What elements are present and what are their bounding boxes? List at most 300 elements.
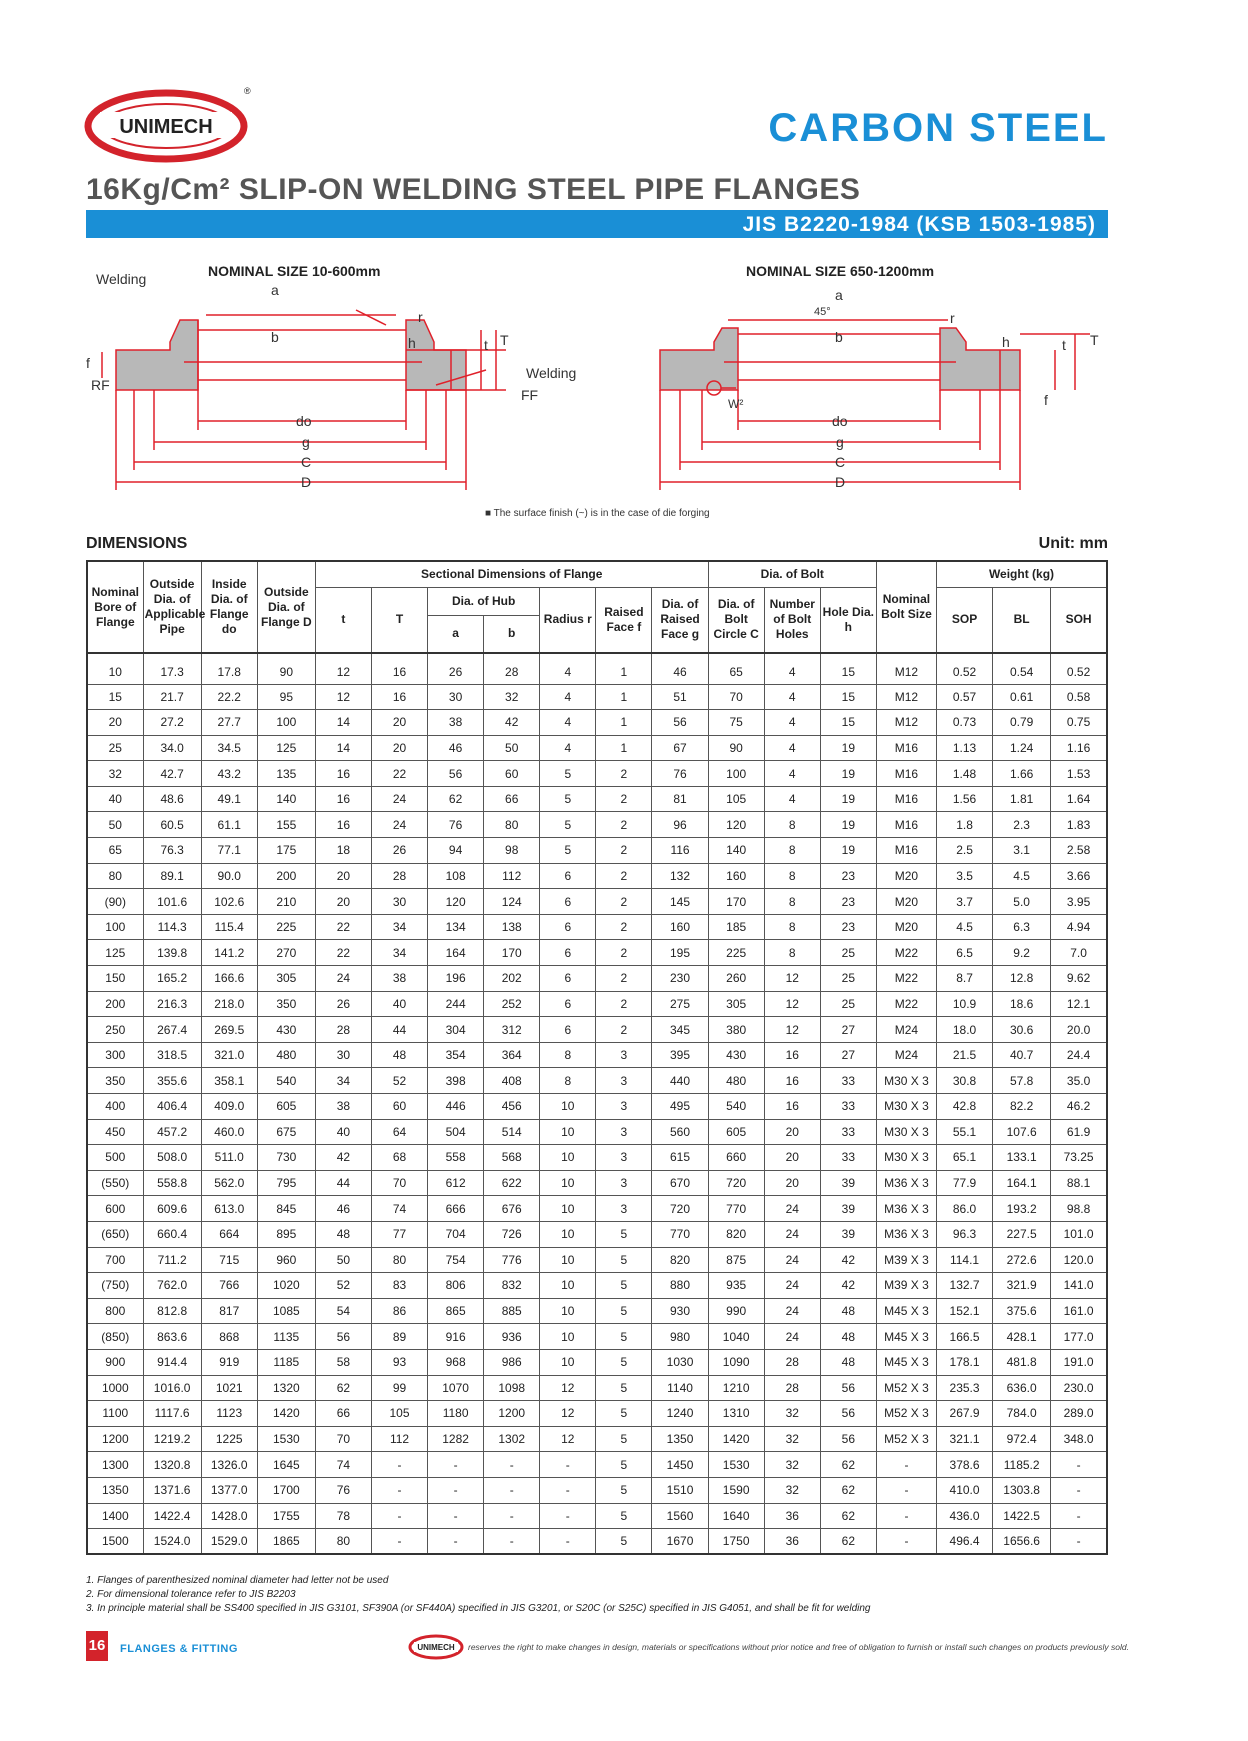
- table-cell: 62: [315, 1375, 371, 1401]
- table-cell: 1: [596, 710, 652, 736]
- table-cell: 812.8: [143, 1298, 201, 1324]
- table-cell: 18: [315, 838, 371, 864]
- table-cell: 58: [315, 1349, 371, 1375]
- table-cell: 132.7: [937, 1273, 993, 1299]
- table-cell: 185: [708, 914, 764, 940]
- table-cell: 48: [820, 1298, 876, 1324]
- table-cell: 22: [315, 914, 371, 940]
- table-cell: 42: [820, 1273, 876, 1299]
- table-cell: 50: [315, 1247, 371, 1273]
- table-cell: 1529.0: [201, 1529, 257, 1555]
- table-cell: 210: [257, 889, 315, 915]
- table-cell: 6.3: [993, 914, 1051, 940]
- table-cell: 711.2: [143, 1247, 201, 1273]
- table-cell: 73.25: [1051, 1145, 1107, 1171]
- table-cell: 1560: [652, 1503, 708, 1529]
- table-cell: 24: [764, 1196, 820, 1222]
- table-cell: 62: [820, 1503, 876, 1529]
- table-cell: 10: [540, 1324, 596, 1350]
- table-cell: 408: [484, 1068, 540, 1094]
- table-cell: 50: [484, 735, 540, 761]
- table-cell: M16: [876, 812, 936, 838]
- table-cell: 345: [652, 1017, 708, 1043]
- table-cell: 1: [596, 653, 652, 684]
- table-cell: 1016.0: [143, 1375, 201, 1401]
- table-cell: 1450: [652, 1452, 708, 1478]
- unit-label: Unit: mm: [1038, 535, 1108, 552]
- table-cell: 24.4: [1051, 1042, 1107, 1068]
- table-cell: 21.5: [937, 1042, 993, 1068]
- table-cell: 28: [764, 1349, 820, 1375]
- table-cell: 1750: [708, 1529, 764, 1555]
- table-cell: 3: [596, 1119, 652, 1145]
- w-label: W²: [728, 397, 744, 411]
- table-cell: 62: [820, 1477, 876, 1503]
- table-cell: 1310: [708, 1401, 764, 1427]
- table-cell: 436.0: [937, 1503, 993, 1529]
- table-cell: 40: [315, 1119, 371, 1145]
- table-cell: 3.95: [1051, 889, 1107, 915]
- table-cell: 560: [652, 1119, 708, 1145]
- table-cell: 36: [764, 1503, 820, 1529]
- table-cell: 1030: [652, 1349, 708, 1375]
- table-cell: 16: [764, 1068, 820, 1094]
- table-cell: 5: [596, 1426, 652, 1452]
- table-cell: 139.8: [143, 940, 201, 966]
- table-cell: 39: [820, 1221, 876, 1247]
- table-cell: 38: [371, 966, 427, 992]
- table-cell: 2.3: [993, 812, 1051, 838]
- table-cell: 160: [652, 914, 708, 940]
- table-cell: 865: [428, 1298, 484, 1324]
- table-cell: 4: [764, 735, 820, 761]
- table-cell: 4: [764, 786, 820, 812]
- table-cell: 446: [428, 1094, 484, 1120]
- table-cell: 726: [484, 1221, 540, 1247]
- table-cell: 304: [428, 1017, 484, 1043]
- table-cell: 1428.0: [201, 1503, 257, 1529]
- table-cell: 1.48: [937, 761, 993, 787]
- table-cell: 5: [540, 761, 596, 787]
- table-cell: 225: [257, 914, 315, 940]
- table-row: [87, 1068, 1107, 1094]
- table-cell: M45 X 3: [876, 1349, 936, 1375]
- table-cell: 700: [87, 1247, 143, 1273]
- table-cell: 986: [484, 1349, 540, 1375]
- table-cell: M16: [876, 786, 936, 812]
- table-cell: -: [484, 1452, 540, 1478]
- table-cell: 20.0: [1051, 1017, 1107, 1043]
- table-cell: 1590: [708, 1477, 764, 1503]
- table-cell: 244: [428, 991, 484, 1017]
- table-cell: 321.1: [937, 1426, 993, 1452]
- table-cell: 1670: [652, 1529, 708, 1555]
- table-cell: 17.8: [201, 653, 257, 684]
- table-cell: 70: [371, 1170, 427, 1196]
- table-cell: -: [1051, 1529, 1107, 1555]
- footer-logo: [408, 1633, 464, 1661]
- table-cell: (850): [87, 1324, 143, 1350]
- table-row: [87, 966, 1107, 992]
- table-cell: 1185: [257, 1349, 315, 1375]
- table-cell: 1656.6: [993, 1529, 1051, 1555]
- table-cell: 1225: [201, 1426, 257, 1452]
- table-cell: 40: [87, 786, 143, 812]
- table-cell: 20: [764, 1145, 820, 1171]
- table-row: [87, 1170, 1107, 1196]
- table-cell: 4: [540, 710, 596, 736]
- table-cell: 664: [201, 1221, 257, 1247]
- table-cell: 200: [257, 863, 315, 889]
- table-cell: M12: [876, 684, 936, 710]
- table-cell: 89: [371, 1324, 427, 1350]
- table-cell: 5: [540, 786, 596, 812]
- table-cell: 1180: [428, 1401, 484, 1427]
- table-cell: 1098: [484, 1375, 540, 1401]
- table-cell: 152.1: [937, 1298, 993, 1324]
- table-cell: 321.0: [201, 1042, 257, 1068]
- table-cell: 80: [484, 812, 540, 838]
- table-cell: 7.0: [1051, 940, 1107, 966]
- table-cell: 960: [257, 1247, 315, 1273]
- table-cell: 10: [540, 1298, 596, 1324]
- table-cell: 1185.2: [993, 1452, 1051, 1478]
- table-cell: 76: [315, 1477, 371, 1503]
- category-title: CARBON STEEL: [768, 106, 1108, 150]
- table-cell: 175: [257, 838, 315, 864]
- right-diagram-heading: NOMINAL SIZE 650-1200mm: [746, 263, 935, 279]
- table-cell: 33: [820, 1119, 876, 1145]
- table-cell: 80: [371, 1247, 427, 1273]
- table-cell: 806: [428, 1273, 484, 1299]
- table-cell: 609.6: [143, 1196, 201, 1222]
- table-cell: 68: [371, 1145, 427, 1171]
- table-cell: 86: [371, 1298, 427, 1324]
- table-cell: 3: [596, 1170, 652, 1196]
- table-cell: 6: [540, 966, 596, 992]
- table-cell: 269.5: [201, 1017, 257, 1043]
- table-cell: 200: [87, 991, 143, 1017]
- table-cell: 2: [596, 761, 652, 787]
- table-cell: M12: [876, 653, 936, 684]
- table-cell: M30 X 3: [876, 1094, 936, 1120]
- dimensions-heading: DIMENSIONS: [86, 535, 188, 552]
- table-cell: 1350: [652, 1426, 708, 1452]
- table-cell: 98: [484, 838, 540, 864]
- table-cell: 70: [315, 1426, 371, 1452]
- table-cell: 120.0: [1051, 1247, 1107, 1273]
- table-cell: M24: [876, 1042, 936, 1068]
- table-cell: 112: [484, 863, 540, 889]
- dim-b-label: b: [271, 329, 279, 345]
- table-cell: 20: [371, 710, 427, 736]
- table-cell: 101.0: [1051, 1221, 1107, 1247]
- table-cell: 112: [371, 1426, 427, 1452]
- table-cell: -: [1051, 1503, 1107, 1529]
- table-cell: 145: [652, 889, 708, 915]
- table-cell: 78: [315, 1503, 371, 1529]
- table-cell: 2.5: [937, 838, 993, 864]
- table-cell: 20: [315, 889, 371, 915]
- table-cell: 1.53: [1051, 761, 1107, 787]
- table-cell: 8: [540, 1042, 596, 1068]
- table-cell: 39: [820, 1170, 876, 1196]
- table-row: [87, 1247, 1107, 1273]
- table-cell: 5: [596, 1529, 652, 1555]
- table-cell: 21.7: [143, 684, 201, 710]
- table-cell: 398: [428, 1068, 484, 1094]
- table-cell: 270: [257, 940, 315, 966]
- table-cell: 6: [540, 940, 596, 966]
- table-cell: 456: [484, 1094, 540, 1120]
- table-cell: 720: [652, 1196, 708, 1222]
- table-cell: 166.6: [201, 966, 257, 992]
- table-cell: 12: [764, 1017, 820, 1043]
- table-cell: 1.56: [937, 786, 993, 812]
- dim-T-label-right: T: [1090, 332, 1099, 348]
- table-cell: 275: [652, 991, 708, 1017]
- table-cell: 36: [764, 1529, 820, 1555]
- table-cell: 3.7: [937, 889, 993, 915]
- table-cell: 150: [87, 966, 143, 992]
- table-cell: 2: [596, 863, 652, 889]
- table-cell: 86.0: [937, 1196, 993, 1222]
- table-cell: 2: [596, 914, 652, 940]
- table-cell: 62: [820, 1452, 876, 1478]
- table-cell: 170: [484, 940, 540, 966]
- table-cell: 34: [315, 1068, 371, 1094]
- table-cell: 375.6: [993, 1298, 1051, 1324]
- table-cell: 380: [708, 1017, 764, 1043]
- table-cell: 3.5: [937, 863, 993, 889]
- table-cell: 23: [820, 914, 876, 940]
- table-cell: -: [540, 1529, 596, 1555]
- table-cell: 1422.4: [143, 1503, 201, 1529]
- header-sectional: Sectional Dimensions of Flange: [315, 561, 708, 587]
- table-cell: 260: [708, 966, 764, 992]
- table-cell: M45 X 3: [876, 1298, 936, 1324]
- table-cell: 77.9: [937, 1170, 993, 1196]
- table-cell: 348.0: [1051, 1426, 1107, 1452]
- table-cell: -: [428, 1529, 484, 1555]
- table-cell: 1219.2: [143, 1426, 201, 1452]
- table-cell: 660.4: [143, 1221, 201, 1247]
- table-cell: 868: [201, 1324, 257, 1350]
- footnote-2: 2. For dimensional tolerance refer to JIS B2203: [86, 1589, 296, 1600]
- table-cell: 177.0: [1051, 1324, 1107, 1350]
- table-cell: 23: [820, 863, 876, 889]
- table-cell: 2: [596, 991, 652, 1017]
- table-cell: 12: [315, 653, 371, 684]
- dim-C-label-right: C: [835, 454, 846, 470]
- table-cell: 93: [371, 1349, 427, 1375]
- table-cell: 5: [596, 1324, 652, 1350]
- table-cell: 227.5: [993, 1221, 1051, 1247]
- table-cell: 457.2: [143, 1119, 201, 1145]
- table-cell: 1320.8: [143, 1452, 201, 1478]
- table-cell: 1020: [257, 1273, 315, 1299]
- table-cell: 5: [596, 1452, 652, 1478]
- table-cell: 800: [87, 1298, 143, 1324]
- table-cell: 440: [652, 1068, 708, 1094]
- table-cell: 75: [708, 710, 764, 736]
- table-cell: 65: [87, 838, 143, 864]
- table-cell: 140: [257, 786, 315, 812]
- table-cell: 141.0: [1051, 1273, 1107, 1299]
- table-cell: 450: [87, 1119, 143, 1145]
- dim-do-label: do: [296, 413, 312, 429]
- table-cell: 20: [87, 710, 143, 736]
- table-cell: 395: [652, 1042, 708, 1068]
- welding-label-bottom: Welding: [526, 365, 577, 381]
- table-cell: 165.2: [143, 966, 201, 992]
- table-cell: M20: [876, 889, 936, 915]
- table-cell: 60: [484, 761, 540, 787]
- table-cell: 46.2: [1051, 1094, 1107, 1120]
- header-raised-face: Raised Face f: [596, 587, 652, 653]
- table-cell: 1.81: [993, 786, 1051, 812]
- table-cell: -: [540, 1503, 596, 1529]
- table-cell: 141.2: [201, 940, 257, 966]
- table-cell: (750): [87, 1273, 143, 1299]
- table-cell: 12: [315, 684, 371, 710]
- table-cell: 885: [484, 1298, 540, 1324]
- right-flange-diagram: [650, 287, 1110, 500]
- table-cell: 48: [315, 1221, 371, 1247]
- table-cell: 2: [596, 889, 652, 915]
- page-title: 16Kg/Cm² SLIP-ON WELDING STEEL PIPE FLANGES: [86, 173, 861, 206]
- header-hub-b: b: [484, 615, 540, 653]
- table-cell: 19: [820, 761, 876, 787]
- table-cell: 56: [820, 1401, 876, 1427]
- table-cell: 52: [315, 1273, 371, 1299]
- table-row: [87, 1452, 1107, 1478]
- table-cell: 8: [764, 940, 820, 966]
- table-cell: 612: [428, 1170, 484, 1196]
- table-cell: 318.5: [143, 1042, 201, 1068]
- table-row: [87, 1196, 1107, 1222]
- table-cell: 1210: [708, 1375, 764, 1401]
- table-cell: 50: [87, 812, 143, 838]
- table-cell: 81: [652, 786, 708, 812]
- table-cell: 875: [708, 1247, 764, 1273]
- table-cell: 77: [371, 1221, 427, 1247]
- table-cell: 30: [315, 1042, 371, 1068]
- table-cell: 5: [596, 1247, 652, 1273]
- table-cell: 138: [484, 914, 540, 940]
- table-cell: -: [371, 1529, 427, 1555]
- dim-D-label: D: [301, 474, 312, 490]
- table-cell: 935: [708, 1273, 764, 1299]
- table-row: [87, 761, 1107, 787]
- dim-r-label-right: r: [950, 310, 955, 326]
- table-cell: 170: [708, 889, 764, 915]
- table-cell: 34: [371, 914, 427, 940]
- table-cell: 4: [764, 761, 820, 787]
- table-cell: 196: [428, 966, 484, 992]
- table-row: [87, 1298, 1107, 1324]
- table-cell: 312: [484, 1017, 540, 1043]
- table-cell: 481.8: [993, 1349, 1051, 1375]
- table-cell: 46: [652, 653, 708, 684]
- table-cell: 972.4: [993, 1426, 1051, 1452]
- table-cell: 1070: [428, 1375, 484, 1401]
- table-cell: 230: [652, 966, 708, 992]
- table-cell: -: [484, 1529, 540, 1555]
- page-number: 16: [86, 1631, 108, 1661]
- table-row: [87, 1477, 1107, 1503]
- table-cell: 3: [596, 1068, 652, 1094]
- table-cell: 5: [596, 1273, 652, 1299]
- table-cell: 12: [764, 991, 820, 1017]
- table-cell: 1200: [87, 1426, 143, 1452]
- table-cell: 1645: [257, 1452, 315, 1478]
- table-cell: 20: [764, 1170, 820, 1196]
- table-cell: 120: [428, 889, 484, 915]
- table-cell: 378.6: [937, 1452, 993, 1478]
- table-cell: 76: [428, 812, 484, 838]
- table-cell: 1.66: [993, 761, 1051, 787]
- table-cell: 1.16: [1051, 735, 1107, 761]
- table-cell: 1524.0: [143, 1529, 201, 1555]
- table-cell: 5.0: [993, 889, 1051, 915]
- table-cell: 135: [257, 761, 315, 787]
- standard-bar: [86, 210, 1108, 238]
- table-cell: M16: [876, 761, 936, 787]
- dim-g-label: g: [302, 434, 310, 450]
- table-cell: 895: [257, 1221, 315, 1247]
- table-cell: 83: [371, 1273, 427, 1299]
- table-cell: 1040: [708, 1324, 764, 1350]
- table-cell: 5: [596, 1477, 652, 1503]
- table-cell: (550): [87, 1170, 143, 1196]
- table-cell: 321.9: [993, 1273, 1051, 1299]
- table-cell: 1: [596, 684, 652, 710]
- table-cell: 24: [764, 1298, 820, 1324]
- table-cell: 8: [764, 838, 820, 864]
- table-cell: 191.0: [1051, 1349, 1107, 1375]
- table-cell: M52 X 3: [876, 1426, 936, 1452]
- table-cell: 56: [820, 1375, 876, 1401]
- table-cell: -: [371, 1503, 427, 1529]
- angle-label: 45°: [814, 306, 831, 318]
- table-cell: 15: [87, 684, 143, 710]
- table-cell: 100: [87, 914, 143, 940]
- table-cell: 70: [708, 684, 764, 710]
- table-cell: 38: [315, 1094, 371, 1120]
- table-cell: 636.0: [993, 1375, 1051, 1401]
- table-cell: 820: [652, 1247, 708, 1273]
- dim-t-label: t: [484, 337, 488, 353]
- table-cell: 354: [428, 1042, 484, 1068]
- table-cell: 1865: [257, 1529, 315, 1555]
- table-cell: 817: [201, 1298, 257, 1324]
- table-cell: 0.52: [937, 653, 993, 684]
- table-cell: 1090: [708, 1349, 764, 1375]
- table-cell: 1326.0: [201, 1452, 257, 1478]
- table-cell: 30: [428, 684, 484, 710]
- table-cell: 0.58: [1051, 684, 1107, 710]
- table-cell: 22.2: [201, 684, 257, 710]
- table-cell: 105: [371, 1401, 427, 1427]
- header-hole-dia: Hole Dia. h: [820, 587, 876, 653]
- table-cell: -: [876, 1477, 936, 1503]
- table-cell: M52 X 3: [876, 1375, 936, 1401]
- table-cell: 82.2: [993, 1094, 1051, 1120]
- table-cell: 30: [371, 889, 427, 915]
- table-cell: 25: [87, 735, 143, 761]
- table-cell: 34: [371, 940, 427, 966]
